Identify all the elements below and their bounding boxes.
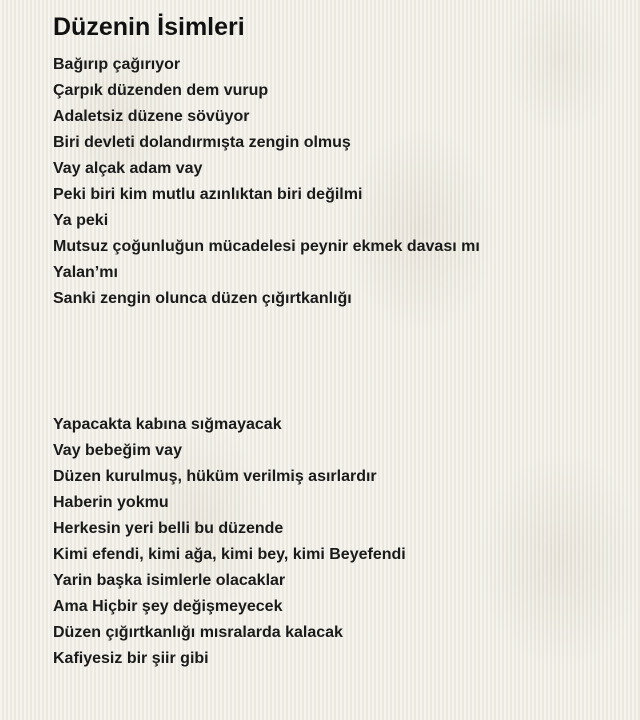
poem-line: Ama Hiçbir şey değişmeyecek — [53, 598, 283, 615]
poem-line: Ya peki — [53, 212, 109, 229]
poem-line: Peki biri kim mutlu azınlıktan biri değilmi — [53, 186, 363, 203]
poem-line: Çarpık düzenden dem vurup — [53, 82, 269, 99]
stanza-2 — [53, 412, 613, 672]
poem-line: Vay alçak adam vay — [53, 160, 203, 177]
poem-line: Bağırıp çağırıyor — [53, 56, 181, 73]
poem-line: Kafiyesiz bir şiir gibi — [53, 650, 209, 667]
poem-line: Yapacakta kabına sığmayacak — [53, 416, 282, 433]
poem-line: Düzen kurulmuş, hüküm verilmiş asırlardır — [53, 468, 377, 485]
stanza-1 — [53, 52, 613, 312]
poem-line: Haberin yokmu — [53, 494, 169, 511]
poem-line: Kimi efendi, kimi ağa, kimi bey, kimi Beyefendi — [53, 546, 406, 563]
poem-line: Yarin başka isimlerle olacaklar — [53, 572, 286, 589]
poem-title: Düzenin İsimleri — [53, 13, 245, 41]
poem-line: Sanki zengin olunca düzen çığırtkanlığı — [53, 290, 352, 307]
poem-line: Biri devleti dolandırmışta zengin olmuş — [53, 134, 351, 151]
poem-line: Yalan’mı — [53, 264, 118, 281]
poem-line: Herkesin yeri belli bu düzende — [53, 520, 284, 537]
poem-line: Vay bebeğim vay — [53, 442, 182, 459]
poem-line: Adaletsiz düzene sövüyor — [53, 108, 250, 125]
stanza-gap — [53, 312, 613, 412]
poem — [53, 10, 613, 672]
poem-line: Düzen çığırtkanlığı mısralarda kalacak — [53, 624, 343, 641]
poem-line: Mutsuz çoğunluğun mücadelesi peynir ekmek davası mı — [53, 238, 480, 255]
